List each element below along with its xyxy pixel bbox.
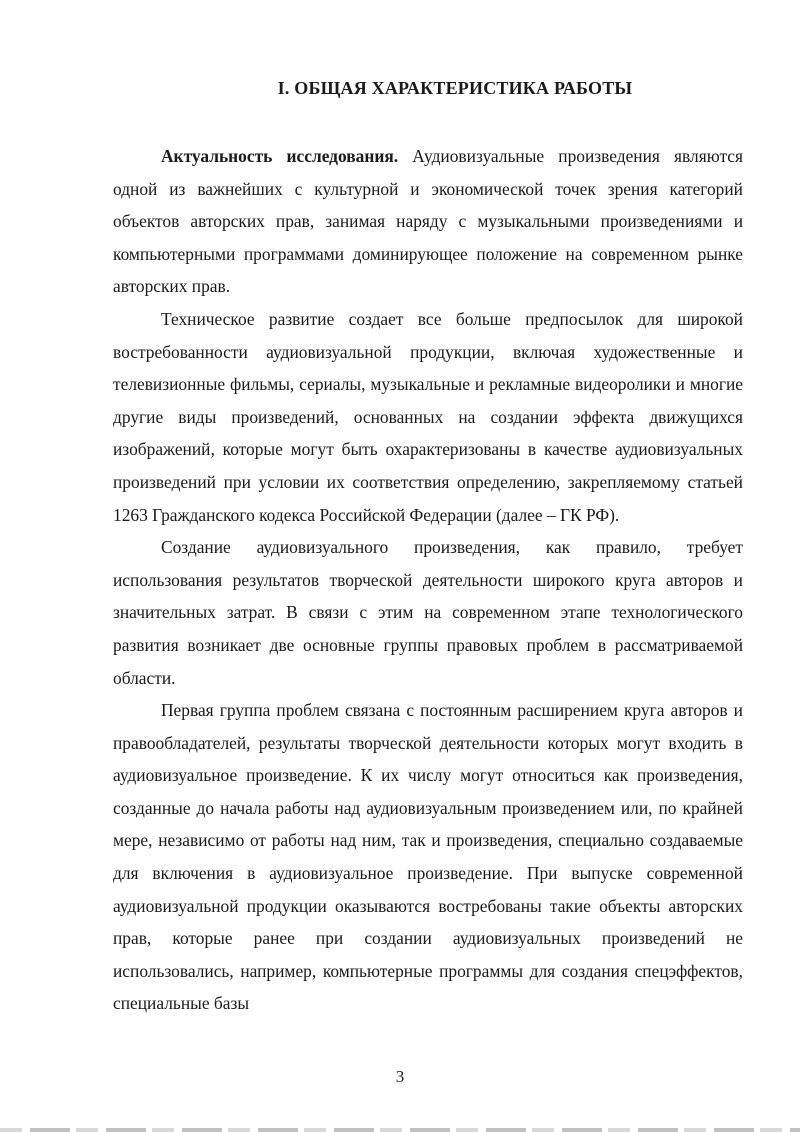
paragraph-first-group: Первая группа проблем связана с постоянным расширением круга авторов и правообладателей, результаты творческой деятельности которых могут входить в аудиовизуальное произведение. К их числу могут относиться как произведения, созданные до начала работы над аудиовизуальным произведением или, по крайней мере, независимо от работы над ним, так и произведения, специально создаваемые для включения в аудиовизуальное произведение. При выпуске современной аудиовизуальной продукции оказываются востребованы такие объекты авторских прав, которые ранее при создании аудиовизуальных произведений не использовались, например, компьютерные программы для создания спецэффектов, специальные базы (113, 700, 743, 1014)
section-heading: I. ОБЩАЯ ХАРАКТЕРИСТИКА РАБОТЫ (277, 78, 633, 98)
body-text (113, 140, 743, 1020)
paragraph-lead: Актуальность исследования. (161, 146, 399, 166)
page-number: 3 (395, 1067, 405, 1086)
paragraph-text: Аудиовизуальные произведения являются одной из важнейших с культурной и экономической точек зрения категорий объектов авторских прав, занимая наряду с музыкальными произведениями и компьютерными программами доминирующее положение на современном рынке авторских прав. (113, 146, 744, 297)
scan-edge-divider (0, 1128, 800, 1132)
paragraph-relevance (113, 140, 743, 303)
paragraph-technical-development: Техническое развитие создает все больше предпосылок для широкой востребованности аудиовизуальной продукции, включая художественные и телевизионные фильмы, сериалы, музыкальные и рекламные видеоролики и многие другие виды произведений, основанных на создании эффекта движущихся изображений, которые могут быть охарактеризованы в качестве аудиовизуальных произведений при условии их соответствия определению, закрепляемому статьей 1263 Гражданского кодекса Российской Федерации (далее – ГК РФ). (113, 308, 743, 525)
paragraph-creation: Создание аудиовизуального произведения, как правило, требует использования результатов творческой деятельности широкого круга авторов и значительных затрат. В связи с этим на современном этапе технологического развития возникает две основные группы правовых проблем в рассматриваемой области. (113, 537, 743, 688)
